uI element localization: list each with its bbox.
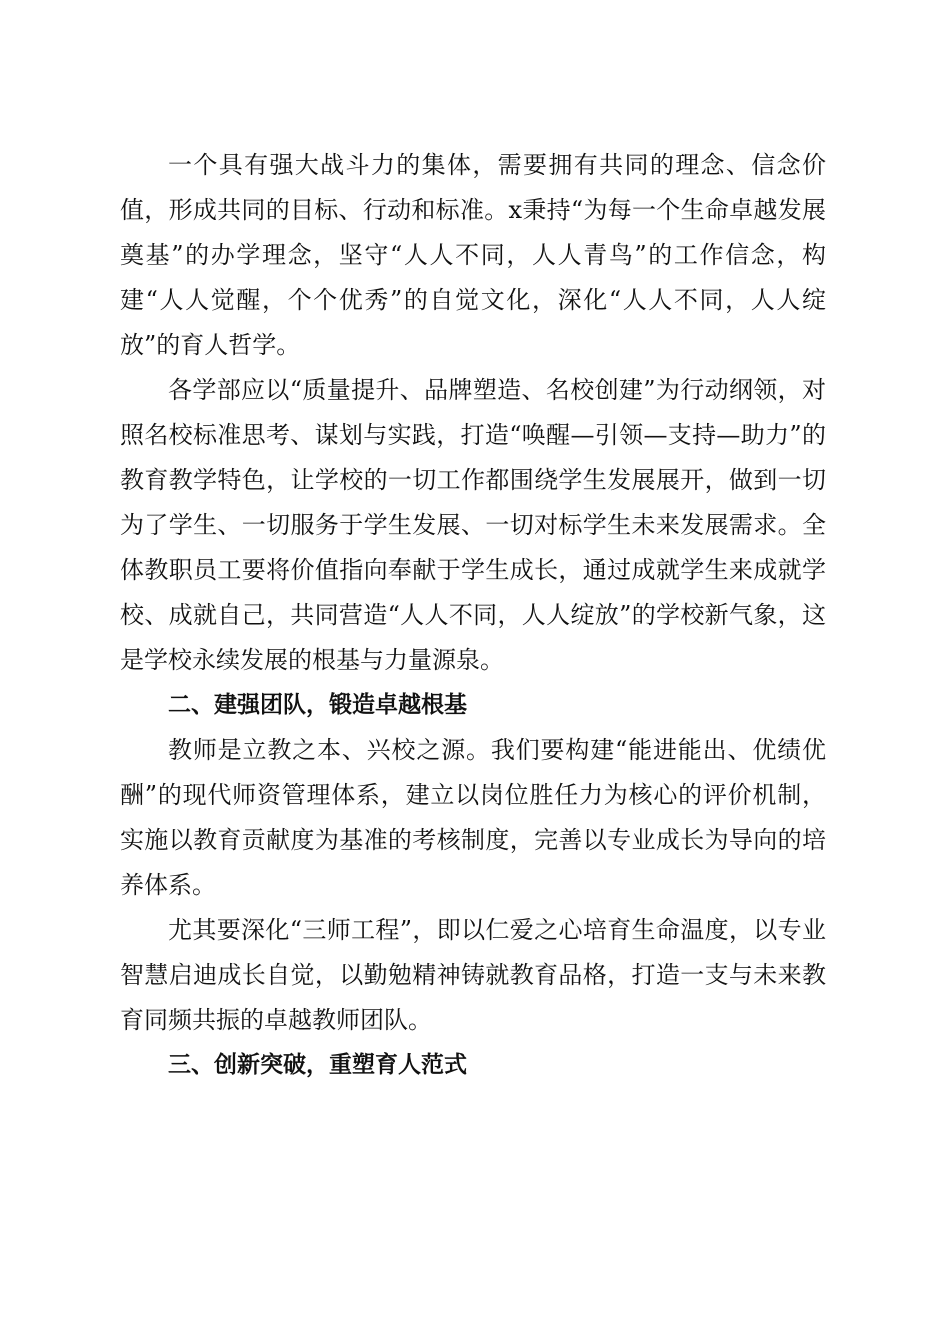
paragraph-divisions-action: 各学部应以“质量提升、品牌塑造、名校创建”为行动纲领，对照名校标准思考、谋划与实践，打造“唤醒—引领—支持—助力”的教育教学特色，让学校的一切工作都围绕学生发展展开，做到一切为了学生、一切服务于学生发展、一切对标学生未来发展需求。全体教职员工要将价值指向奉献于学生成长，通过成就学生来成就学校、成就自己，共同营造“人人不同，人人绽放”的学校新气象，这是学校永续发展的根基与力量源泉。 (120, 376, 826, 674)
document-body (120, 143, 826, 1088)
paragraph-shared-values: 一个具有强大战斗力的集体，需要拥有共同的理念、信念价值，形成共同的目标、行动和标准。x秉持“为每一个生命卓越发展奠基”的办学理念，坚守“人人不同，人人青鸟”的工作信念，构建“人人觉醒，个个优秀”的自觉文化，深化“人人不同，人人绽放”的育人哲学。 (120, 151, 826, 359)
paragraph-three-teacher-project: 尤其要深化“三师工程”，即以仁爱之心培育生命温度，以专业智慧启迪成长自觉，以勤勉精神铸就教育品格，打造一支与未来教育同频共振的卓越教师团队。 (120, 916, 826, 1034)
heading-section-2: 二、建强团队，锻造卓越根基 (168, 692, 467, 718)
heading-section-3: 三、创新突破，重塑育人范式 (168, 1052, 467, 1078)
paragraph-teacher-management: 教师是立教之本、兴校之源。我们要构建“能进能出、优绩优酬”的现代师资管理体系，建立以岗位胜任力为核心的评价机制，实施以教育贡献度为基准的考核制度，完善以专业成长为导向的培养体系。 (120, 736, 826, 899)
